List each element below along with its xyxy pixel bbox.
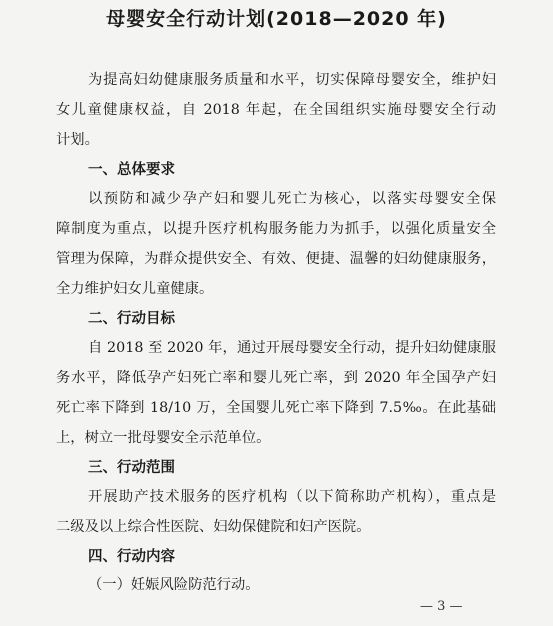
section-4-subheading: （一）妊娠风险防范行动。 bbox=[88, 577, 260, 593]
intro-line-2: 女儿童健康权益，自 2018 年起，在全国组织实施母婴安全行动 bbox=[56, 102, 496, 118]
section-3-line-1: 开展助产技术服务的医疗机构（以下简称助产机构），重点是 bbox=[88, 489, 496, 505]
document-title: 母婴安全行动计划(2018—2020 年) bbox=[106, 8, 447, 30]
section-1-line-3: 管理为保障，为群众提供安全、有效、便捷、温馨的妇幼健康服务， bbox=[56, 251, 496, 267]
section-2-line-2: 务水平，降低孕产妇死亡率和婴儿死亡率，到 2020 年全国孕产妇 bbox=[56, 370, 496, 386]
section-2-heading: 二、行动目标 bbox=[88, 311, 175, 327]
section-1-line-2: 障制度为重点，以提升医疗机构服务能力为抓手，以强化质量安全 bbox=[56, 221, 496, 237]
section-1-heading: 一、总体要求 bbox=[88, 162, 175, 178]
section-2-line-1: 自 2018 至 2020 年，通过开展母婴安全行动，提升妇幼健康服 bbox=[88, 340, 496, 356]
section-2-line-4: 上，树立一批母婴安全示范单位。 bbox=[56, 430, 271, 446]
section-1-line-4: 全力维护妇女儿童健康。 bbox=[56, 281, 214, 297]
page-number: — 3 — bbox=[420, 599, 463, 614]
intro-line-3: 计划。 bbox=[56, 132, 99, 148]
section-3-heading: 三、行动范围 bbox=[88, 460, 175, 476]
section-3-line-2: 二级及以上综合性医院、妇幼保健院和妇产医院。 bbox=[56, 519, 371, 535]
section-4-heading: 四、行动内容 bbox=[88, 549, 175, 565]
section-2-line-3: 死亡率下降到 18/10 万，全国婴儿死亡率下降到 7.5‰。在此基础 bbox=[56, 400, 496, 416]
intro-line-1: 为提高妇幼健康服务质量和水平，切实保障母婴安全，维护妇 bbox=[88, 72, 496, 88]
section-1-line-1: 以预防和减少孕产妇和婴儿死亡为核心，以落实母婴安全保 bbox=[88, 191, 496, 207]
